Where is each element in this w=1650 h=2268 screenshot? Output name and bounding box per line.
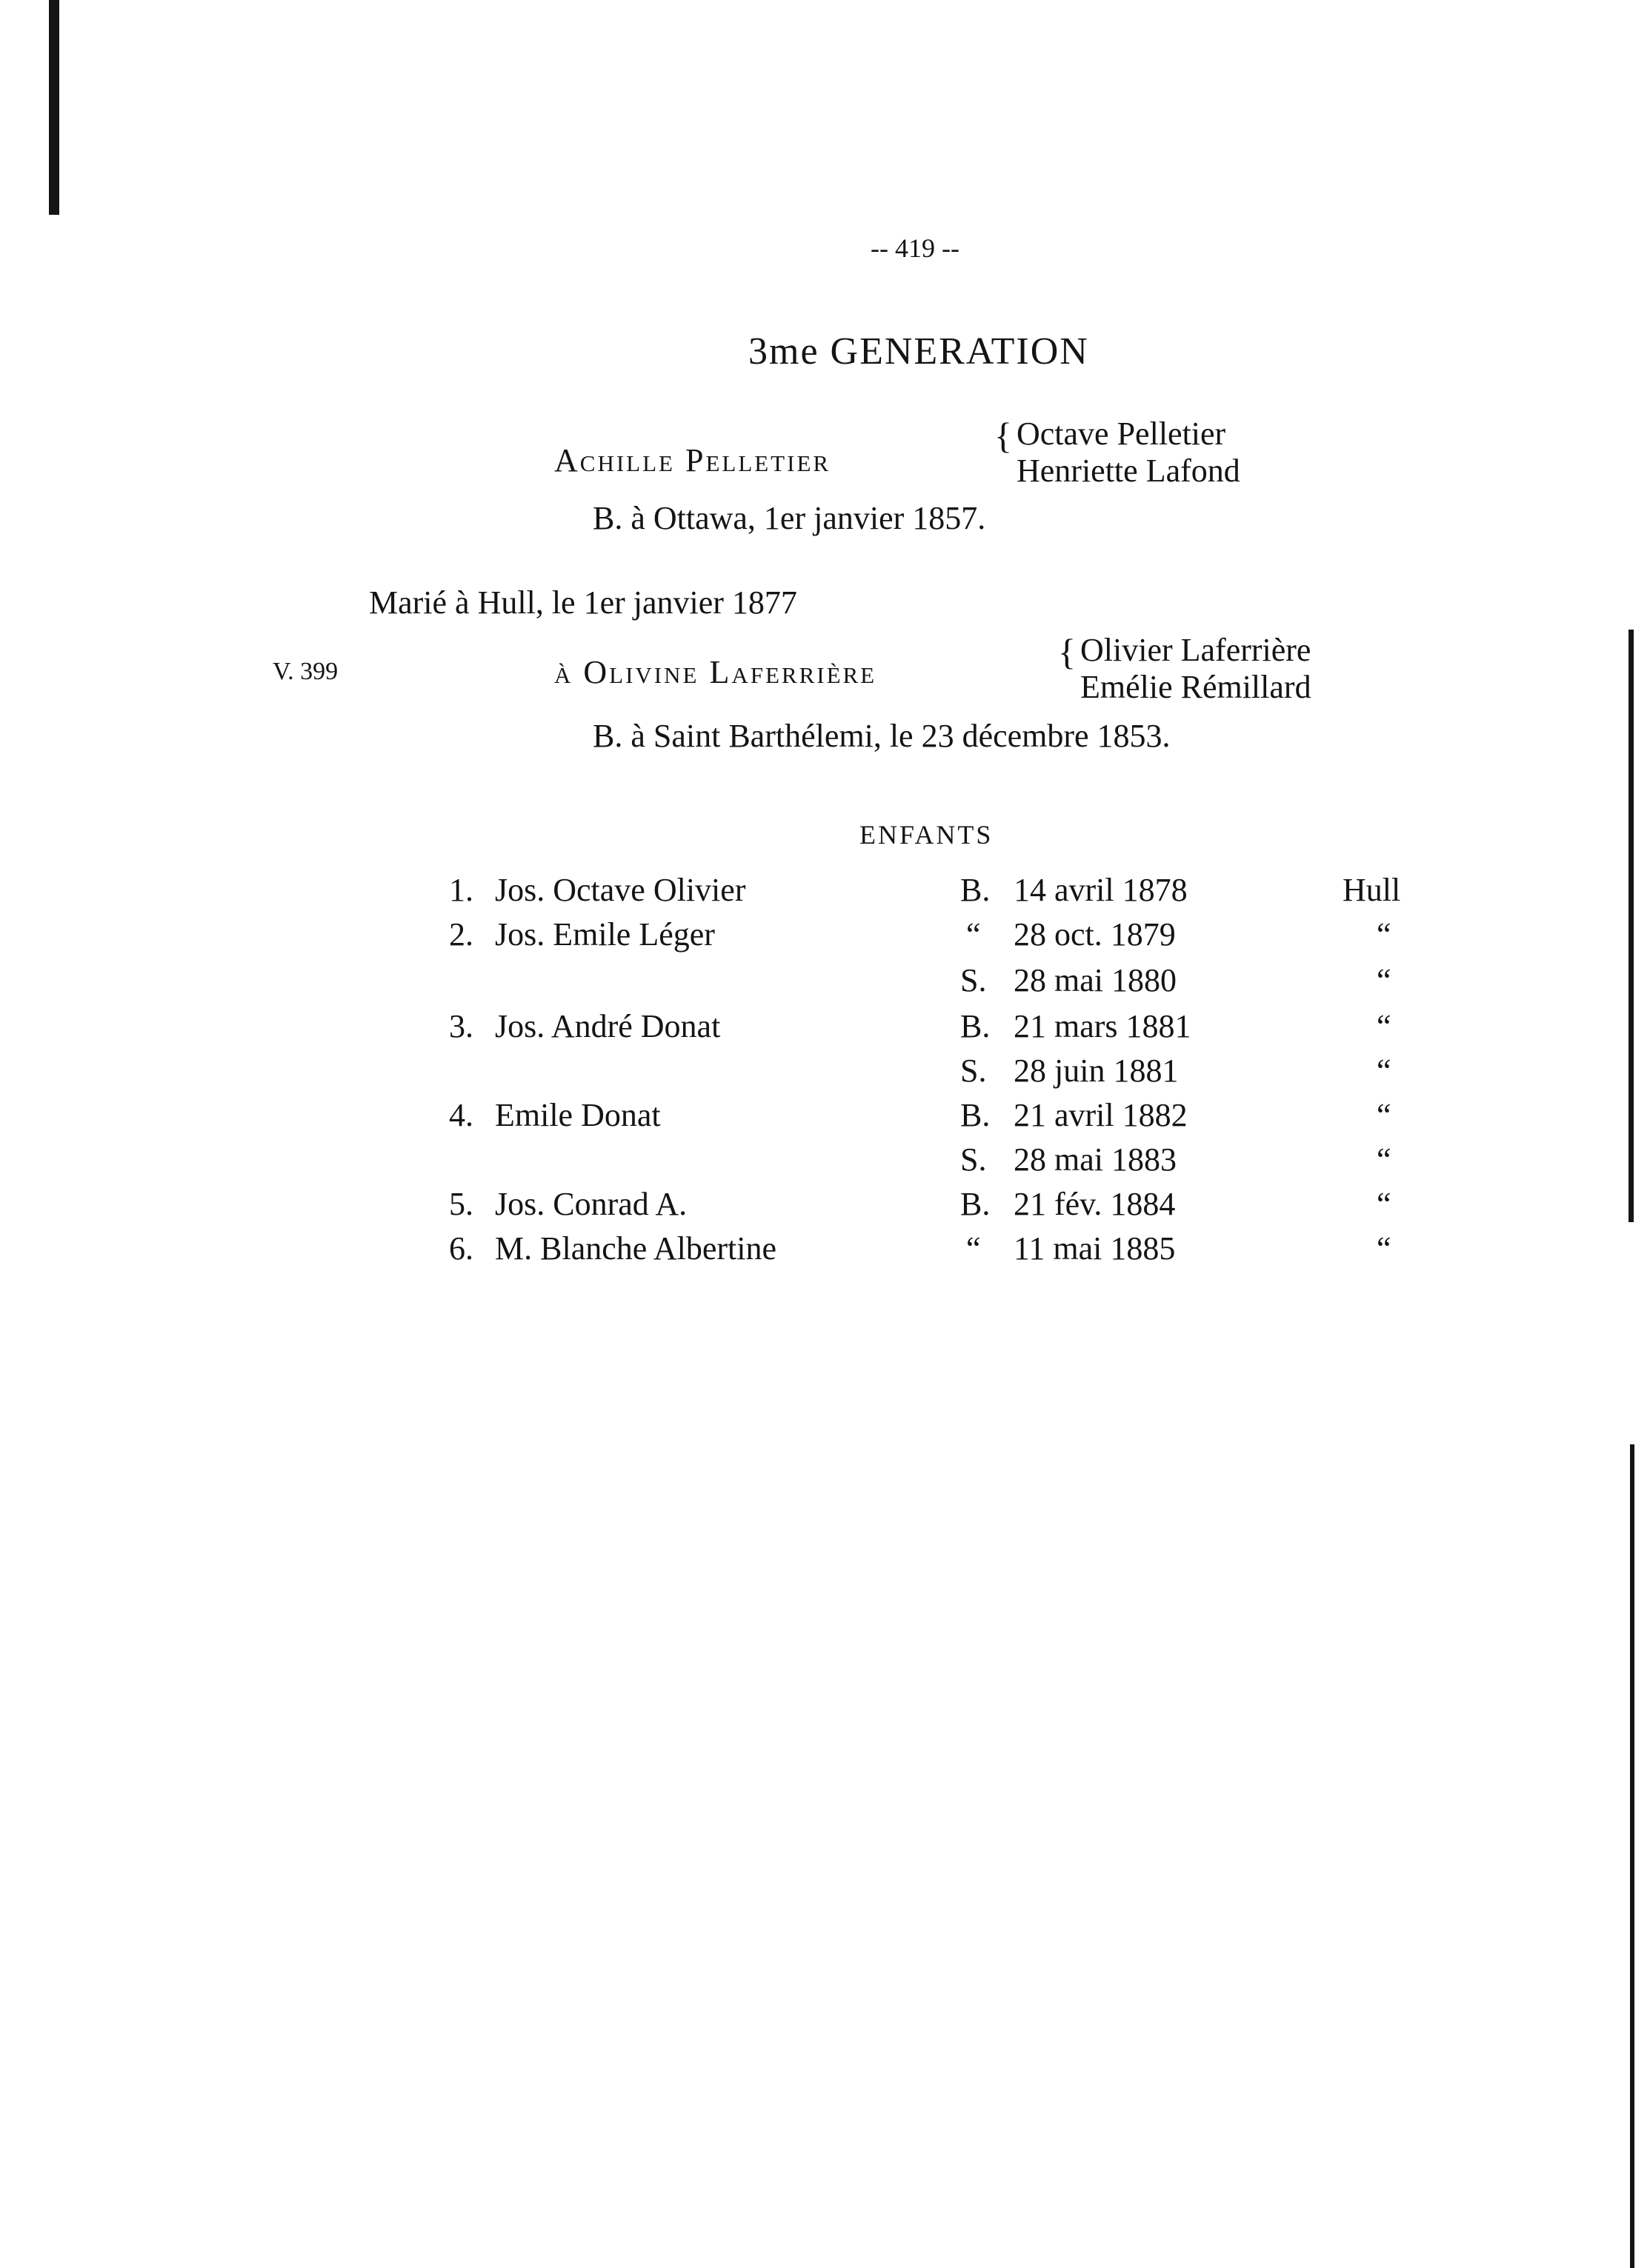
record-date: 11 mai 1885 bbox=[1014, 1230, 1176, 1267]
child-name: M. Blanche Albertine bbox=[495, 1230, 777, 1267]
child-name: Jos. Emile Léger bbox=[495, 916, 715, 953]
child-number: 2. bbox=[449, 916, 473, 953]
brace-groom-parents: { bbox=[994, 415, 1012, 456]
record-type: “ bbox=[966, 1230, 981, 1267]
record-date: 21 avril 1882 bbox=[1014, 1097, 1188, 1133]
record-place: Hull bbox=[1343, 872, 1401, 908]
record-type: “ bbox=[966, 916, 981, 953]
record-type: S. bbox=[960, 1053, 987, 1089]
record-place: “ bbox=[1377, 962, 1391, 998]
bride-name: à Olivine Laferrière bbox=[554, 654, 877, 690]
enfants-heading: ENFANTS bbox=[859, 820, 994, 850]
record-type: B. bbox=[960, 872, 991, 908]
marriage-line: Marié à Hull, le 1er janvier 1877 bbox=[369, 584, 797, 621]
page-number: -- 419 -- bbox=[871, 233, 959, 263]
brace-bride-parents: { bbox=[1058, 631, 1076, 673]
bride-mother: Emélie Rémillard bbox=[1080, 669, 1311, 705]
volume-reference: V. 399 bbox=[273, 658, 339, 685]
child-number: 3. bbox=[449, 1008, 473, 1044]
record-type: S. bbox=[960, 962, 987, 998]
groom-name: Achille Pelletier bbox=[554, 442, 831, 478]
record-place: “ bbox=[1377, 1097, 1391, 1133]
groom-birth: B. à Ottawa, 1er janvier 1857. bbox=[593, 500, 986, 536]
record-date: 14 avril 1878 bbox=[1014, 872, 1188, 908]
groom-mother: Henriette Lafond bbox=[1017, 453, 1240, 489]
child-name: Jos. Conrad A. bbox=[495, 1186, 688, 1222]
record-place: “ bbox=[1377, 1008, 1391, 1044]
bride-birth: B. à Saint Barthélemi, le 23 décembre 1853. bbox=[593, 718, 1171, 754]
record-place: “ bbox=[1377, 1053, 1391, 1089]
record-type: B. bbox=[960, 1008, 991, 1044]
scan-edge-right-lower bbox=[1630, 1444, 1634, 2268]
record-place: “ bbox=[1377, 916, 1391, 953]
child-name: Emile Donat bbox=[495, 1097, 661, 1133]
child-name: Jos. André Donat bbox=[495, 1008, 721, 1044]
groom-father: Octave Pelletier bbox=[1017, 416, 1226, 452]
record-type: B. bbox=[960, 1186, 991, 1222]
record-date: 28 juin 1881 bbox=[1014, 1053, 1179, 1089]
child-name: Jos. Octave Olivier bbox=[495, 872, 746, 908]
record-place: “ bbox=[1377, 1186, 1391, 1222]
record-date: 21 mars 1881 bbox=[1014, 1008, 1191, 1044]
scan-edge-right bbox=[1629, 630, 1634, 1222]
child-number: 6. bbox=[449, 1230, 473, 1267]
record-place: “ bbox=[1377, 1141, 1391, 1178]
record-date: 21 fév. 1884 bbox=[1014, 1186, 1176, 1222]
record-type: S. bbox=[960, 1141, 987, 1178]
record-place: “ bbox=[1377, 1230, 1391, 1267]
record-date: 28 oct. 1879 bbox=[1014, 916, 1176, 953]
bride-father: Olivier Laferrière bbox=[1080, 632, 1311, 668]
child-number: 1. bbox=[449, 872, 473, 908]
child-number: 5. bbox=[449, 1186, 473, 1222]
record-date: 28 mai 1880 bbox=[1014, 962, 1177, 998]
record-date: 28 mai 1883 bbox=[1014, 1141, 1177, 1178]
child-number: 4. bbox=[449, 1097, 473, 1133]
scan-edge-left bbox=[49, 0, 59, 215]
generation-heading: 3me GENERATION bbox=[748, 330, 1089, 373]
record-type: B. bbox=[960, 1097, 991, 1133]
